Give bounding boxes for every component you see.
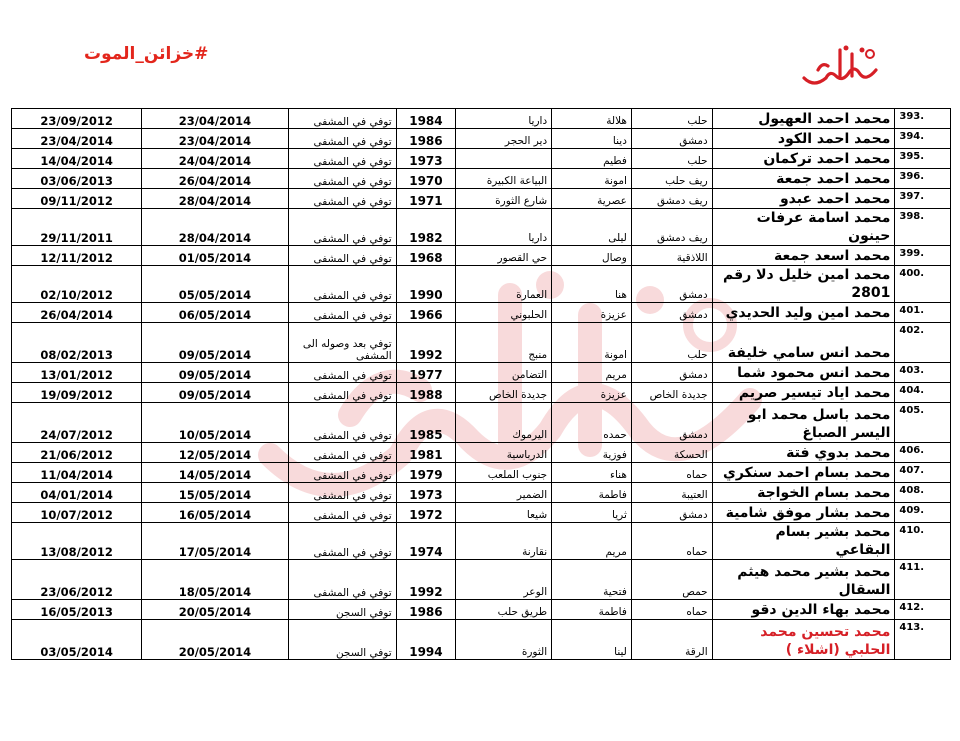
city-cell: الحسكة [631,443,712,463]
name-cell: محمد انس سامي خليفة [712,323,895,363]
name-cell: محمد بهاء الدين دقو [712,600,895,620]
table-row [12,303,951,323]
arrest-date-cell: 04/01/2014 [12,483,142,503]
arrest-date-cell: 26/04/2014 [12,303,142,323]
row-number: 409. [895,503,951,523]
death-date-cell: 24/04/2014 [142,149,288,169]
table-row [12,600,951,620]
arrest-date-cell: 12/11/2012 [12,246,142,266]
death-date-cell: 05/05/2014 [142,266,288,303]
status-cell: توفي في المشفى [288,463,396,483]
mother-name-cell: حمده [552,403,632,443]
status-cell: توفي في المشفى [288,383,396,403]
name-cell: محمد احمد جمعة [712,169,895,189]
mother-name-cell: مريم [552,523,632,560]
mother-name-cell: امونة [552,323,632,363]
city-cell: دمشق [631,266,712,303]
name-cell: محمد امين وليد الحديدي [712,303,895,323]
death-date-cell: 10/05/2014 [142,403,288,443]
row-number: 401. [895,303,951,323]
city-cell: ريف دمشق [631,209,712,246]
row-number: 410. [895,523,951,560]
row-number: 394. [895,129,951,149]
birth-year-cell: 1979 [396,463,456,483]
mother-name-cell: فاطمة [552,483,632,503]
table-row [12,483,951,503]
status-cell: توفي السجن [288,600,396,620]
row-number: 407. [895,463,951,483]
death-date-cell: 16/05/2014 [142,503,288,523]
birth-year-cell: 1982 [396,209,456,246]
death-date-cell: 17/05/2014 [142,523,288,560]
city-cell: حمص [631,560,712,600]
name-cell: محمد انس محمود شما [712,363,895,383]
mother-name-cell: هناء [552,463,632,483]
name-cell: محمد بشير محمد هيثم السقال [712,560,895,600]
arrest-date-cell: 13/01/2012 [12,363,142,383]
arrest-date-cell: 29/11/2011 [12,209,142,246]
death-date-cell: 23/04/2014 [142,109,288,129]
arrest-date-cell: 08/02/2013 [12,323,142,363]
name-cell: محمد احمد الكود [712,129,895,149]
neighborhood-cell: البياعة الكبيرة [456,169,552,189]
death-date-cell: 09/05/2014 [142,383,288,403]
birth-year-cell: 1973 [396,483,456,503]
status-cell: توفي في المشفى [288,503,396,523]
city-cell: حماه [631,463,712,483]
death-date-cell: 18/05/2014 [142,560,288,600]
neighborhood-cell: الضمير [456,483,552,503]
death-date-cell: 12/05/2014 [142,443,288,463]
table-row [12,169,951,189]
name-cell: محمد احمد العهيول [712,109,895,129]
arrest-date-cell: 02/10/2012 [12,266,142,303]
birth-year-cell: 1986 [396,129,456,149]
arrest-date-cell: 23/09/2012 [12,109,142,129]
name-cell: محمد باسل محمد ابو اليسر الصباغ [712,403,895,443]
table-row [12,189,951,209]
neighborhood-cell: منبج [456,323,552,363]
arrest-date-cell: 11/04/2014 [12,463,142,483]
status-cell: توفي في المشفى [288,189,396,209]
neighborhood-cell: الدرباسية [456,443,552,463]
name-cell: محمد بدوي فتة [712,443,895,463]
birth-year-cell: 1968 [396,246,456,266]
status-cell: توفي في المشفى [288,363,396,383]
city-cell: حماه [631,600,712,620]
table-row [12,620,951,660]
birth-year-cell: 1985 [396,403,456,443]
table-row [12,503,951,523]
death-date-cell: 09/05/2014 [142,323,288,363]
row-number: 397. [895,189,951,209]
row-number: 413. [895,620,951,660]
row-number: 398. [895,209,951,246]
mother-name-cell: لينا [552,620,632,660]
mother-name-cell: عزيزة [552,303,632,323]
mother-name-cell: امونة [552,169,632,189]
row-number: 404. [895,383,951,403]
arrest-date-cell: 16/05/2013 [12,600,142,620]
table-row [12,383,951,403]
arrest-date-cell: 14/04/2014 [12,149,142,169]
table-row [12,363,951,383]
death-date-cell: 28/04/2014 [142,189,288,209]
table-row [12,246,951,266]
arrest-date-cell: 03/06/2013 [12,169,142,189]
mother-name-cell: فاطمة [552,600,632,620]
arrest-date-cell: 24/07/2012 [12,403,142,443]
name-cell: محمد اياد تيسير صريم [712,383,895,403]
row-number: 412. [895,600,951,620]
death-date-cell: 14/05/2014 [142,463,288,483]
city-cell: حلب [631,149,712,169]
table-row [12,323,951,363]
status-cell: توفي في المشفى [288,149,396,169]
death-date-cell: 09/05/2014 [142,363,288,383]
row-number: 393. [895,109,951,129]
arrest-date-cell: 03/05/2014 [12,620,142,660]
status-cell: توفي في المشفى [288,129,396,149]
table-row [12,209,951,246]
row-number: 408. [895,483,951,503]
name-cell: محمد تحسين محمد الحلبي (اشلاء ) [712,620,895,660]
neighborhood-cell: جديدة الخاص [456,383,552,403]
city-cell: حلب [631,323,712,363]
name-cell: محمد بشار موفق شامية [712,503,895,523]
status-cell: توفي في المشفى [288,443,396,463]
birth-year-cell: 1972 [396,503,456,523]
table-row [12,463,951,483]
status-cell: توفي في المشفى [288,246,396,266]
table-row [12,443,951,463]
row-number: 399. [895,246,951,266]
status-cell: توفي في المشفى [288,483,396,503]
table-row [12,266,951,303]
death-date-cell: 20/05/2014 [142,620,288,660]
table-row [12,129,951,149]
zaman-alwasl-logo [800,40,882,88]
city-cell: دمشق [631,403,712,443]
neighborhood-cell: داريا [456,209,552,246]
city-cell: دمشق [631,503,712,523]
neighborhood-cell: شارع الثورة [456,189,552,209]
death-date-cell: 20/05/2014 [142,600,288,620]
name-cell: محمد احمد عبدو [712,189,895,209]
row-number: 395. [895,149,951,169]
name-cell: محمد امين خليل دلا رقم 2801 [712,266,895,303]
status-cell: توفي في المشفى [288,266,396,303]
status-cell: توفي في المشفى [288,303,396,323]
name-cell: محمد بسام احمد سنكري [712,463,895,483]
mother-name-cell: هلالة [552,109,632,129]
neighborhood-cell: نقارنة [456,523,552,560]
row-number: 402. [895,323,951,363]
neighborhood-cell: داريا [456,109,552,129]
status-cell: توفي في المشفى [288,403,396,443]
birth-year-cell: 1970 [396,169,456,189]
row-number: 400. [895,266,951,303]
hashtag-title: #خزائن_الموت [84,44,209,64]
birth-year-cell: 1990 [396,266,456,303]
city-cell: دمشق [631,129,712,149]
birth-year-cell: 1992 [396,560,456,600]
status-cell: توفي في المشفى [288,169,396,189]
name-cell: محمد اسامة عرفات حينون [712,209,895,246]
city-cell: حماه [631,523,712,560]
birth-year-cell: 1971 [396,189,456,209]
arrest-date-cell: 23/06/2012 [12,560,142,600]
birth-year-cell: 1984 [396,109,456,129]
row-number: 396. [895,169,951,189]
city-cell: ريف حلب [631,169,712,189]
city-cell: اللاذقية [631,246,712,266]
row-number: 405. [895,403,951,443]
birth-year-cell: 1973 [396,149,456,169]
death-date-cell: 26/04/2014 [142,169,288,189]
neighborhood-cell: حي القصور [456,246,552,266]
table-row [12,560,951,600]
neighborhood-cell: الوعر [456,560,552,600]
row-number: 411. [895,560,951,600]
neighborhood-cell: جنوب الملعب [456,463,552,483]
neighborhood-cell: الثورة [456,620,552,660]
death-date-cell: 06/05/2014 [142,303,288,323]
birth-year-cell: 1994 [396,620,456,660]
status-cell: توفي في المشفى [288,523,396,560]
mother-name-cell: عصرية [552,189,632,209]
death-date-cell: 01/05/2014 [142,246,288,266]
birth-year-cell: 1988 [396,383,456,403]
records-table [11,108,951,660]
mother-name-cell: فتحية [552,560,632,600]
table-row [12,109,951,129]
city-cell: الرقة [631,620,712,660]
neighborhood-cell: شيعا [456,503,552,523]
death-date-cell: 23/04/2014 [142,129,288,149]
mother-name-cell: ليلى [552,209,632,246]
neighborhood-cell: التضامن [456,363,552,383]
status-cell: توفي في المشفى [288,209,396,246]
mother-name-cell: دينا [552,129,632,149]
birth-year-cell: 1977 [396,363,456,383]
arrest-date-cell: 21/06/2012 [12,443,142,463]
death-date-cell: 15/05/2014 [142,483,288,503]
neighborhood-cell: العمارة [456,266,552,303]
row-number: 406. [895,443,951,463]
arrest-date-cell: 19/09/2012 [12,383,142,403]
birth-year-cell: 1974 [396,523,456,560]
birth-year-cell: 1986 [396,600,456,620]
city-cell: جديدة الخاص [631,383,712,403]
name-cell: محمد احمد تركمان [712,149,895,169]
city-cell: ريف دمشق [631,189,712,209]
status-cell: توفي في المشفى [288,560,396,600]
mother-name-cell: فوزية [552,443,632,463]
neighborhood-cell: اليرموك [456,403,552,443]
city-cell: حلب [631,109,712,129]
mother-name-cell: فطيم [552,149,632,169]
birth-year-cell: 1981 [396,443,456,463]
name-cell: محمد بشير بسام البقاعي [712,523,895,560]
birth-year-cell: 1992 [396,323,456,363]
name-cell: محمد اسعد جمعة [712,246,895,266]
table-row [12,403,951,443]
mother-name-cell: هنا [552,266,632,303]
arrest-date-cell: 10/07/2012 [12,503,142,523]
mother-name-cell: مريم [552,363,632,383]
death-date-cell: 28/04/2014 [142,209,288,246]
city-cell: دمشق [631,303,712,323]
row-number: 403. [895,363,951,383]
neighborhood-cell [456,149,552,169]
mother-name-cell: عزيزة [552,383,632,403]
arrest-date-cell: 09/11/2012 [12,189,142,209]
table-row [12,149,951,169]
neighborhood-cell: دير الحجر [456,129,552,149]
neighborhood-cell: الحلبوني [456,303,552,323]
status-cell: توفي في المشفى [288,109,396,129]
status-cell: توفي السجن [288,620,396,660]
mother-name-cell: ثريا [552,503,632,523]
arrest-date-cell: 13/08/2012 [12,523,142,560]
city-cell: دمشق [631,363,712,383]
mother-name-cell: وصال [552,246,632,266]
city-cell: العتيبة [631,483,712,503]
neighborhood-cell: طريق حلب [456,600,552,620]
birth-year-cell: 1966 [396,303,456,323]
table-row [12,523,951,560]
name-cell: محمد بسام الخواجة [712,483,895,503]
arrest-date-cell: 23/04/2014 [12,129,142,149]
status-cell: توفي بعد وصوله الى المشفى [288,323,396,363]
